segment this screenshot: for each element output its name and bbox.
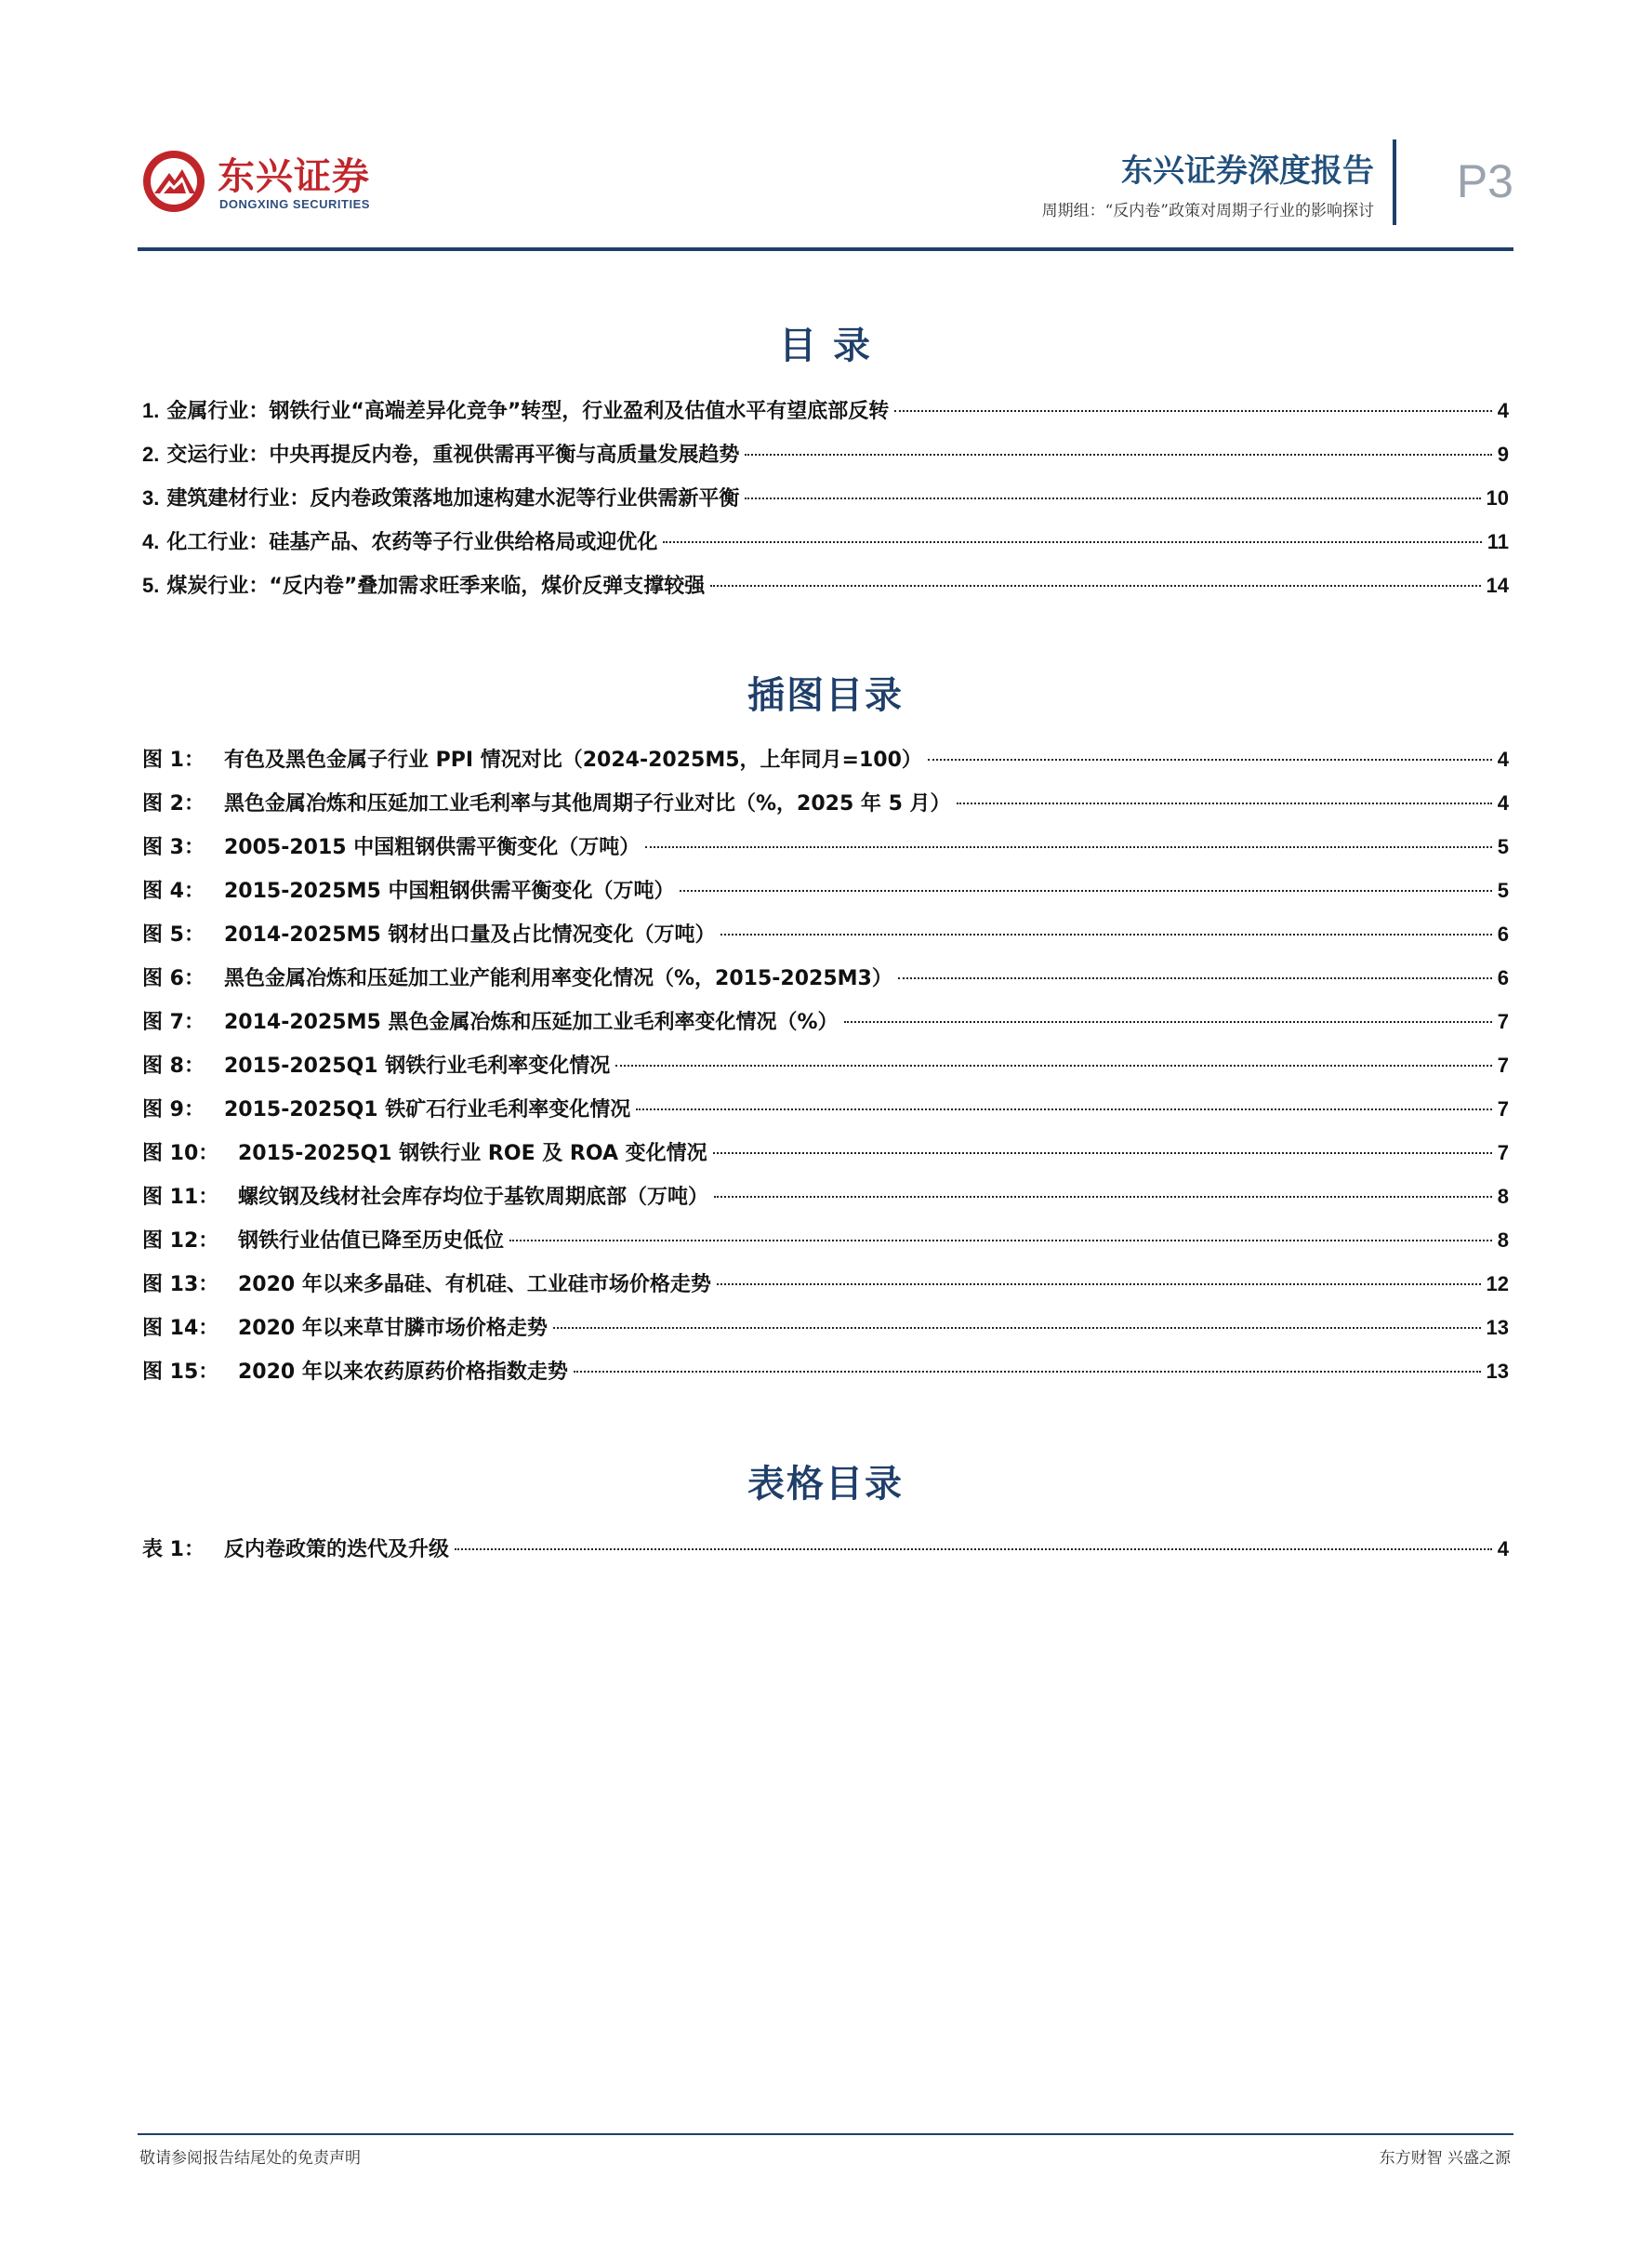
toc-entry[interactable]: [142, 1131, 1509, 1175]
entry-text: 反内卷政策的迭代及升级: [224, 1538, 450, 1561]
dot-leader: [636, 1108, 1491, 1110]
toc-entry[interactable]: [142, 1218, 1509, 1262]
entry-page-number: 4: [1497, 791, 1509, 815]
entry-text: 2015-2025Q1 钢铁行业 ROE 及 ROA 变化情况: [238, 1142, 707, 1165]
dot-leader: [574, 1370, 1481, 1373]
entry-text: 2014-2025M5 黑色金属冶炼和压延加工业毛利率变化情况（%）: [224, 1011, 839, 1034]
company-logo: [141, 139, 383, 223]
toc-entry[interactable]: [142, 520, 1509, 564]
dot-leader: [713, 1151, 1492, 1154]
entry-page-number: 6: [1497, 922, 1509, 946]
toc-entry[interactable]: [142, 1262, 1509, 1306]
entry-text: 金属行业：钢铁行业“高端差异化竞争”转型，行业盈利及估值水平有望底部反转: [166, 400, 890, 423]
entry-page-number: 11: [1487, 530, 1509, 553]
toc-entry[interactable]: [142, 389, 1509, 432]
dot-leader: [714, 1195, 1492, 1198]
entry-number: 5.: [142, 574, 160, 597]
toc-entry[interactable]: [142, 737, 1509, 781]
entry-page-number: 4: [1497, 748, 1509, 771]
entry-page-number: 6: [1497, 966, 1509, 989]
logo-text-en: DONGXING SECURITIES: [219, 197, 370, 211]
entry-text: 2020 年以来草甘膦市场价格走势: [238, 1317, 548, 1340]
entry-label: 图 2：: [142, 792, 205, 816]
entry-label: 图 1：: [142, 749, 205, 772]
entry-number: 3.: [142, 486, 160, 510]
dot-leader: [717, 1282, 1481, 1285]
page-number: P3: [1456, 155, 1513, 207]
dot-leader: [898, 976, 1492, 979]
toc-entry[interactable]: [142, 564, 1509, 607]
entry-page-number: 13: [1486, 1316, 1509, 1339]
entry-page-number: 5: [1497, 835, 1509, 858]
entry-number: 4.: [142, 530, 160, 553]
entry-label: 图 14：: [142, 1317, 219, 1340]
entry-number: 1.: [142, 399, 160, 422]
logo-text-cn: 东兴证券: [218, 155, 370, 198]
toc-list: [142, 389, 1509, 607]
dot-leader: [928, 758, 1492, 761]
entry-label: 图 8：: [142, 1055, 205, 1078]
entry-label: 图 13：: [142, 1273, 219, 1296]
entry-page-number: 7: [1497, 1141, 1509, 1164]
dot-leader: [745, 497, 1480, 499]
entry-page-number: 9: [1497, 443, 1509, 466]
entry-page-number: 7: [1497, 1097, 1509, 1121]
entry-text: 2020 年以来多晶硅、有机硅、工业硅市场价格走势: [238, 1273, 711, 1296]
toc-entry[interactable]: [142, 432, 1509, 476]
header-rule: [138, 247, 1513, 251]
toc-entry[interactable]: [142, 1349, 1509, 1393]
toc-entry[interactable]: [142, 1527, 1509, 1571]
header-divider: [1393, 139, 1396, 225]
entry-text: 2015-2025M5 中国粗钢供需平衡变化（万吨）: [224, 880, 675, 903]
toc-entry[interactable]: [142, 869, 1509, 912]
toc-entry[interactable]: [142, 912, 1509, 956]
entry-text: 交运行业：中央再提反内卷，重视供需再平衡与高质量发展趋势: [166, 444, 740, 467]
dot-leader: [553, 1326, 1481, 1329]
entry-page-number: 12: [1486, 1272, 1509, 1295]
toc-entry[interactable]: [142, 476, 1509, 520]
entry-label: 图 7：: [142, 1011, 205, 1034]
dot-leader: [455, 1547, 1492, 1550]
entry-label: 表 1：: [142, 1538, 205, 1561]
entry-text: 煤炭行业：“反内卷”叠加需求旺季来临，煤价反弹支撑较强: [166, 575, 706, 598]
toc-entry[interactable]: [142, 1087, 1509, 1131]
dot-leader: [894, 409, 1491, 412]
entry-page-number: 4: [1497, 399, 1509, 422]
dot-leader: [957, 802, 1492, 804]
entry-label: 图 15：: [142, 1360, 219, 1384]
dot-leader: [663, 540, 1481, 543]
dongxing-logo-icon: [141, 149, 206, 214]
entry-text: 黑色金属冶炼和压延加工业产能利用率变化情况（%，2015-2025M3）: [224, 967, 892, 990]
toc-title: 目 录: [779, 325, 872, 367]
tables-list: [142, 1527, 1509, 1571]
entry-page-number: 7: [1497, 1010, 1509, 1033]
figures-list: [142, 737, 1509, 1393]
dot-leader: [509, 1239, 1492, 1241]
page-header: [138, 139, 1513, 251]
entry-label: 图 5：: [142, 923, 205, 947]
dot-leader: [710, 584, 1480, 587]
toc-entry[interactable]: [142, 1043, 1509, 1087]
figures-title: 插图目录: [747, 674, 904, 717]
entry-label: 图 4：: [142, 880, 205, 903]
report-subtitle: 周期组：“反内卷”政策对周期子行业的影响探讨: [1041, 202, 1374, 220]
entry-text: 2015-2025Q1 铁矿石行业毛利率变化情况: [224, 1098, 631, 1122]
entry-text: 有色及黑色金属子行业 PPI 情况对比（2024-2025M5，上年同月=100）: [224, 749, 922, 772]
entry-text: 2020 年以来农药原药价格指数走势: [238, 1360, 568, 1384]
entry-page-number: 8: [1497, 1185, 1509, 1208]
entry-label: 图 9：: [142, 1098, 205, 1122]
entry-text: 2005-2015 中国粗钢供需平衡变化（万吨）: [224, 836, 641, 859]
entry-text: 建筑建材行业：反内卷政策落地加速构建水泥等行业供需新平衡: [166, 487, 740, 511]
toc-entry[interactable]: [142, 1306, 1509, 1349]
dot-leader: [844, 1020, 1492, 1023]
entry-page-number: 10: [1486, 486, 1509, 510]
toc-entry[interactable]: [142, 1175, 1509, 1218]
tables-title: 表格目录: [747, 1463, 904, 1506]
entry-label: 图 6：: [142, 967, 205, 990]
entry-page-number: 13: [1486, 1360, 1509, 1383]
dot-leader: [615, 1064, 1491, 1067]
entry-text: 化工行业：硅基产品、农药等子行业供给格局或迎优化: [166, 531, 658, 554]
report-title: 东兴证券深度报告: [1121, 153, 1374, 190]
entry-number: 2.: [142, 443, 160, 466]
entry-label: 图 12：: [142, 1229, 219, 1253]
footer-rule: [138, 2133, 1513, 2135]
dot-leader: [645, 845, 1491, 848]
entry-page-number: 14: [1486, 574, 1509, 597]
dot-leader: [680, 889, 1491, 892]
entry-label: 图 3：: [142, 836, 205, 859]
disclaimer-note: 敬请参阅报告结尾处的免责声明: [139, 2149, 361, 2168]
dot-leader: [745, 453, 1491, 456]
entry-page-number: 7: [1497, 1054, 1509, 1077]
entry-page-number: 4: [1497, 1537, 1509, 1560]
entry-page-number: 5: [1497, 879, 1509, 902]
toc-entry[interactable]: [142, 825, 1509, 869]
toc-entry[interactable]: [142, 1000, 1509, 1043]
dot-leader: [720, 933, 1491, 936]
entry-text: 2014-2025M5 钢材出口量及占比情况变化（万吨）: [224, 923, 716, 947]
company-slogan: 东方财智 兴盛之源: [1379, 2149, 1511, 2168]
entry-text: 黑色金属冶炼和压延加工业毛利率与其他周期子行业对比（%，2025 年 5 月）: [224, 792, 951, 816]
entry-label: 图 11：: [142, 1186, 219, 1209]
entry-page-number: 8: [1497, 1228, 1509, 1252]
toc-entry[interactable]: [142, 956, 1509, 1000]
entry-label: 图 10：: [142, 1142, 219, 1165]
entry-text: 钢铁行业估值已降至历史低位: [238, 1229, 505, 1253]
entry-text: 螺纹钢及线材社会库存均位于基钦周期底部（万吨）: [238, 1186, 709, 1209]
entry-text: 2015-2025Q1 钢铁行业毛利率变化情况: [224, 1055, 611, 1078]
toc-entry[interactable]: [142, 781, 1509, 825]
